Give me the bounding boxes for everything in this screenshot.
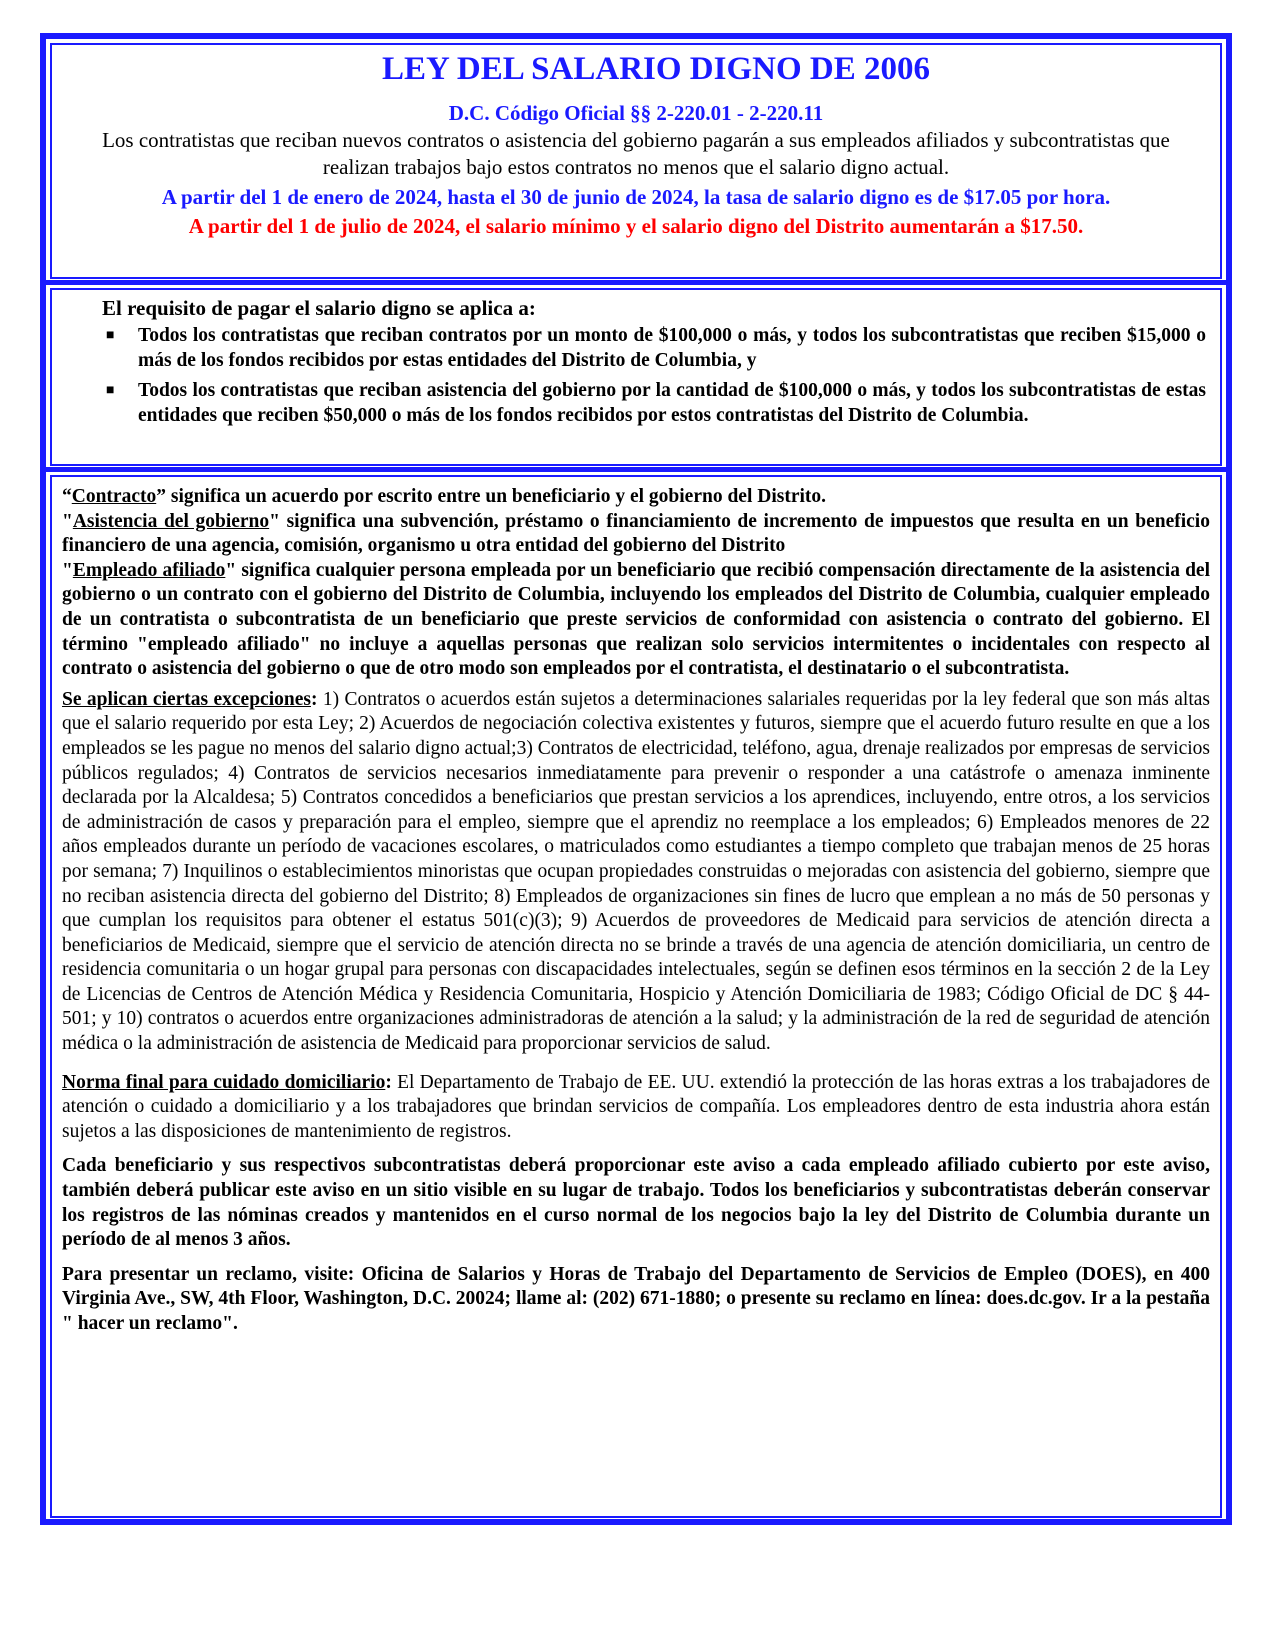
home-care-heading: Norma final para cuidado domiciliario (62, 1071, 386, 1093)
home-care-paragraph: Norma final para cuidado domiciliario: El Departamento de Trabajo de EE. UU. extendió la protección de las horas extras a los trabajadores de atención o cuidado a domiciliario y a los trabajadores que brindan servicios de compañía. Los empleadores dentro de esta industria ahora están sujetos a las disposiciones de mantenimiento de registros. (62, 1071, 1210, 1142)
section-divider (46, 467, 1226, 472)
term-assistance: Asistencia del gobierno (72, 510, 270, 532)
details-content (62, 485, 1210, 1337)
definition-contract: “Contracto” significa un acuerdo por escrito entre un beneficiario y el gobierno del Distrito. (62, 486, 827, 507)
square-bullet-icon: ■ (106, 328, 115, 343)
legal-code-citation: D.C. Código Oficial §§ 2-220.01 - 2-220.11 (448, 101, 824, 125)
requirement-text: Todos los contratistas que reciban asistencia del gobierno por la cantidad de $100,000 o más, y todos los subcontratistas de estas entidades que reciben $50,000 o más de los fondos recibidos por estos contratistas del Distrito de Columbia. (138, 380, 1206, 426)
exceptions-heading: Se aplican ciertas excepciones (62, 688, 311, 710)
intro-text: Los contratistas que reciban nuevos contratos o asistencia del gobierno pagarán a sus empleados afiliados y subcontratistas que realizan trabajos bajo estos contratos no menos que el salario digno actual. (102, 128, 1170, 179)
requirements-heading: El requisito de pagar el salario digno se aplica a: (102, 296, 536, 320)
square-bullet-icon: ■ (106, 383, 115, 398)
definition-assistance: "Asistencia del gobierno" significa una subvención, préstamo o financiamiento de incremento de impuestos que resulta en un beneficio financiero de una agencia, comisión, organismo u otra entidad del gobierno del Distrito (62, 510, 1210, 557)
details-section (50, 475, 1222, 1518)
requirement-text: Todos los contratistas que reciban contratos por un monto de $100,000 o más, y todos los subcontratistas que reciben $15,000 o más de los fondos recibidos por estas entidades del Distrito de Columbia, y (138, 325, 1206, 371)
list-item (102, 324, 1206, 373)
list-item (102, 379, 1206, 428)
requirements-section (50, 288, 1222, 466)
header-section (50, 43, 1222, 279)
requirements-list (102, 324, 1206, 434)
definition-employee: "Empleado afiliado" significa cualquier persona empleada por un beneficiario que recibió compensación directamente de la asistencia del gobierno o un contrato con el gobierno del Distrito de Columbia, incluyendo los empleados del Distrito de Columbia, cualquier empleado de un contratista o subcontratista de un beneficiario que preste servicios de conformidad con asistencia o contrato del gobierno. El término "empleado afiliado" no incluye a aquellas personas que realizan solo servicios intermitentes o incidentales con respecto al contrato o asistencia del gobierno o que de otro modo son empleados por el contratista, el destinatario o el subcontratista. (62, 559, 1211, 680)
section-divider (46, 280, 1226, 285)
notice-frame (40, 33, 1232, 1525)
current-wage-rate: A partir del 1 de enero de 2024, hasta el 30 de junio de 2024, la tasa de salario digno es de $17.05 por hora. (161, 185, 1111, 209)
claim-paragraph: Para presentar un reclamo, visite: Oficina de Salarios y Horas de Trabajo del Departamento de Servicios de Empleo (DOES), en 400 Virginia Ave., SW, 4th Floor, Washington, D.C. 20024; llame al: (202) 671-1880; o presente su reclamo en línea: does.dc.gov. Ir a la pestaña " hacer un reclamo". (62, 1263, 1210, 1334)
term-employee: Empleado afiliado (72, 559, 226, 581)
posting-notice-paragraph: Cada beneficiario y sus respectivos subcontratistas deberá proporcionar este aviso a cada empleado afiliado cubierto por este aviso, también deberá publicar este aviso en un sitio visible en su lugar de trabajo. Todos los beneficiarios y subcontratistas deberán conservar los registros de las nóminas creados y mantenidos en el curso normal de los negocios bajo la ley del Distrito de Columbia durante un período de al menos 3 años. (62, 1155, 1210, 1251)
term-contract: Contracto (71, 486, 157, 507)
future-wage-rate: A partir del 1 de julio de 2024, el salario mínimo y el salario digno del Distrito aumentarán a $17.50. (188, 214, 1084, 238)
page-title: LEY DEL SALARIO DIGNO DE 2006 (382, 51, 930, 87)
exceptions-paragraph: Se aplican ciertas excepciones: 1) Contratos o acuerdos están sujetos a determinaciones salariales requeridas por la ley federal que son más altas que el salario requerido por esta Ley; 2) Acuerdos de negociación colectiva existentes y futuros, siempre que el acuerdo futuro resulte en que a los empleados se les pague no menos del salario digno actual;3) Contratos de electricidad, teléfono, agua, drenaje realizados por empresas de servicios públicos regulados; 4) Contratos de servicios necesarios inmediatamente para prevenir o responder a una catástrofe o amenaza inminente declarada por la Alcaldesa; 5) Contratos concedidos a beneficiarios que prestan servicios a los aprendices, incluyendo, entre otros, a los servicios de administración de casos y preparación para el empleo, siempre que el aprendiz no reemplace a los empleados; 6) Empleados menores de 22 años empleados durante un período de vacaciones escolares, o matriculados como estudiantes a tiempo completo que trabajan menos de 25 horas por semana; 7) Inquilinos o establecimientos minoristas que ocupan propiedades construidas o mejoradas con asistencia del gobierno, siempre que no reciban asistencia directa del gobierno del Distrito; 8) Empleados de organizaciones sin fines de lucro que emplean a no más de 50 personas y que cumplan los requisitos para obtener el estatus 501(c)(3); 9) Acuerdos de proveedores de Medicaid para servicios de atención directa a beneficiarios de Medicaid, siempre que el servicio de atención directa no se brinde a través de una agencia de atención domiciliaria, un centro de residencia comunitaria o un hogar grupal para personas con discapacidades intelectuales, según se definen esos términos en la sección 2 de la Ley de Licencias de Centros de Atención Médica y Residencia Comunitaria, Hospicio y Atención Domiciliaria de 1983; Código Oficial de DC § 44-501; y 10) contratos o acuerdos entre organizaciones administradoras de atención a la salud; y la administración de la red de seguridad de atención médica o la administración de asistencia de Medicaid para proporcionar servicios de salud. (62, 688, 1210, 1055)
